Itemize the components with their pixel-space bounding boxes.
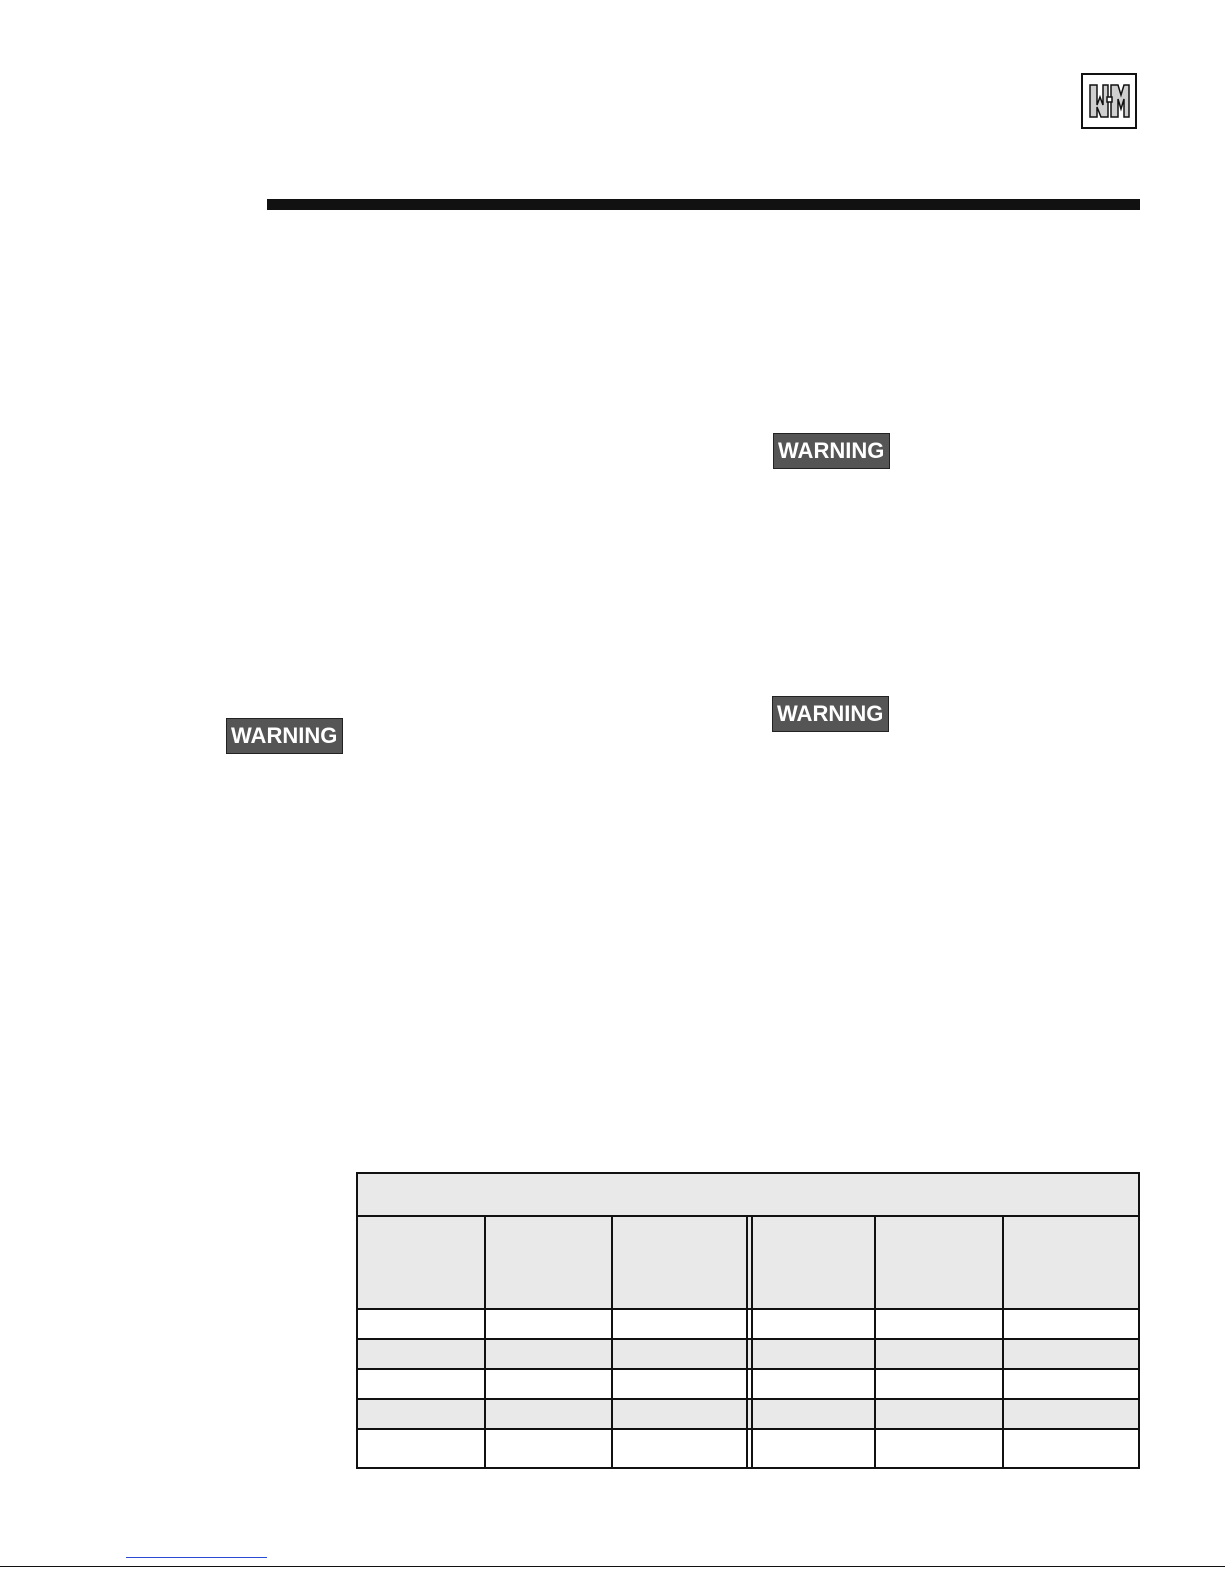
column-divider <box>746 1217 748 1467</box>
column-divider <box>484 1217 486 1467</box>
column-divider <box>874 1217 876 1467</box>
footer-rule <box>0 1566 1225 1567</box>
title-rule <box>267 199 1140 210</box>
table-header-row <box>358 1217 1138 1310</box>
warning-label: WARNING <box>226 718 343 754</box>
table-row <box>358 1370 1138 1400</box>
table-row <box>358 1340 1138 1370</box>
warning-label: WARNING <box>773 433 890 469</box>
column-divider <box>611 1217 613 1467</box>
footer-link-underline[interactable] <box>126 1557 267 1558</box>
table-row <box>358 1430 1138 1467</box>
table-title <box>358 1174 1138 1217</box>
brand-logo-icon <box>1081 73 1137 129</box>
wm-logo-icon <box>1083 75 1135 127</box>
table-row <box>358 1400 1138 1430</box>
warning-label: WARNING <box>772 696 889 732</box>
specification-table <box>356 1172 1140 1469</box>
column-divider <box>751 1217 753 1467</box>
table-row <box>358 1310 1138 1340</box>
column-divider <box>1002 1217 1004 1467</box>
